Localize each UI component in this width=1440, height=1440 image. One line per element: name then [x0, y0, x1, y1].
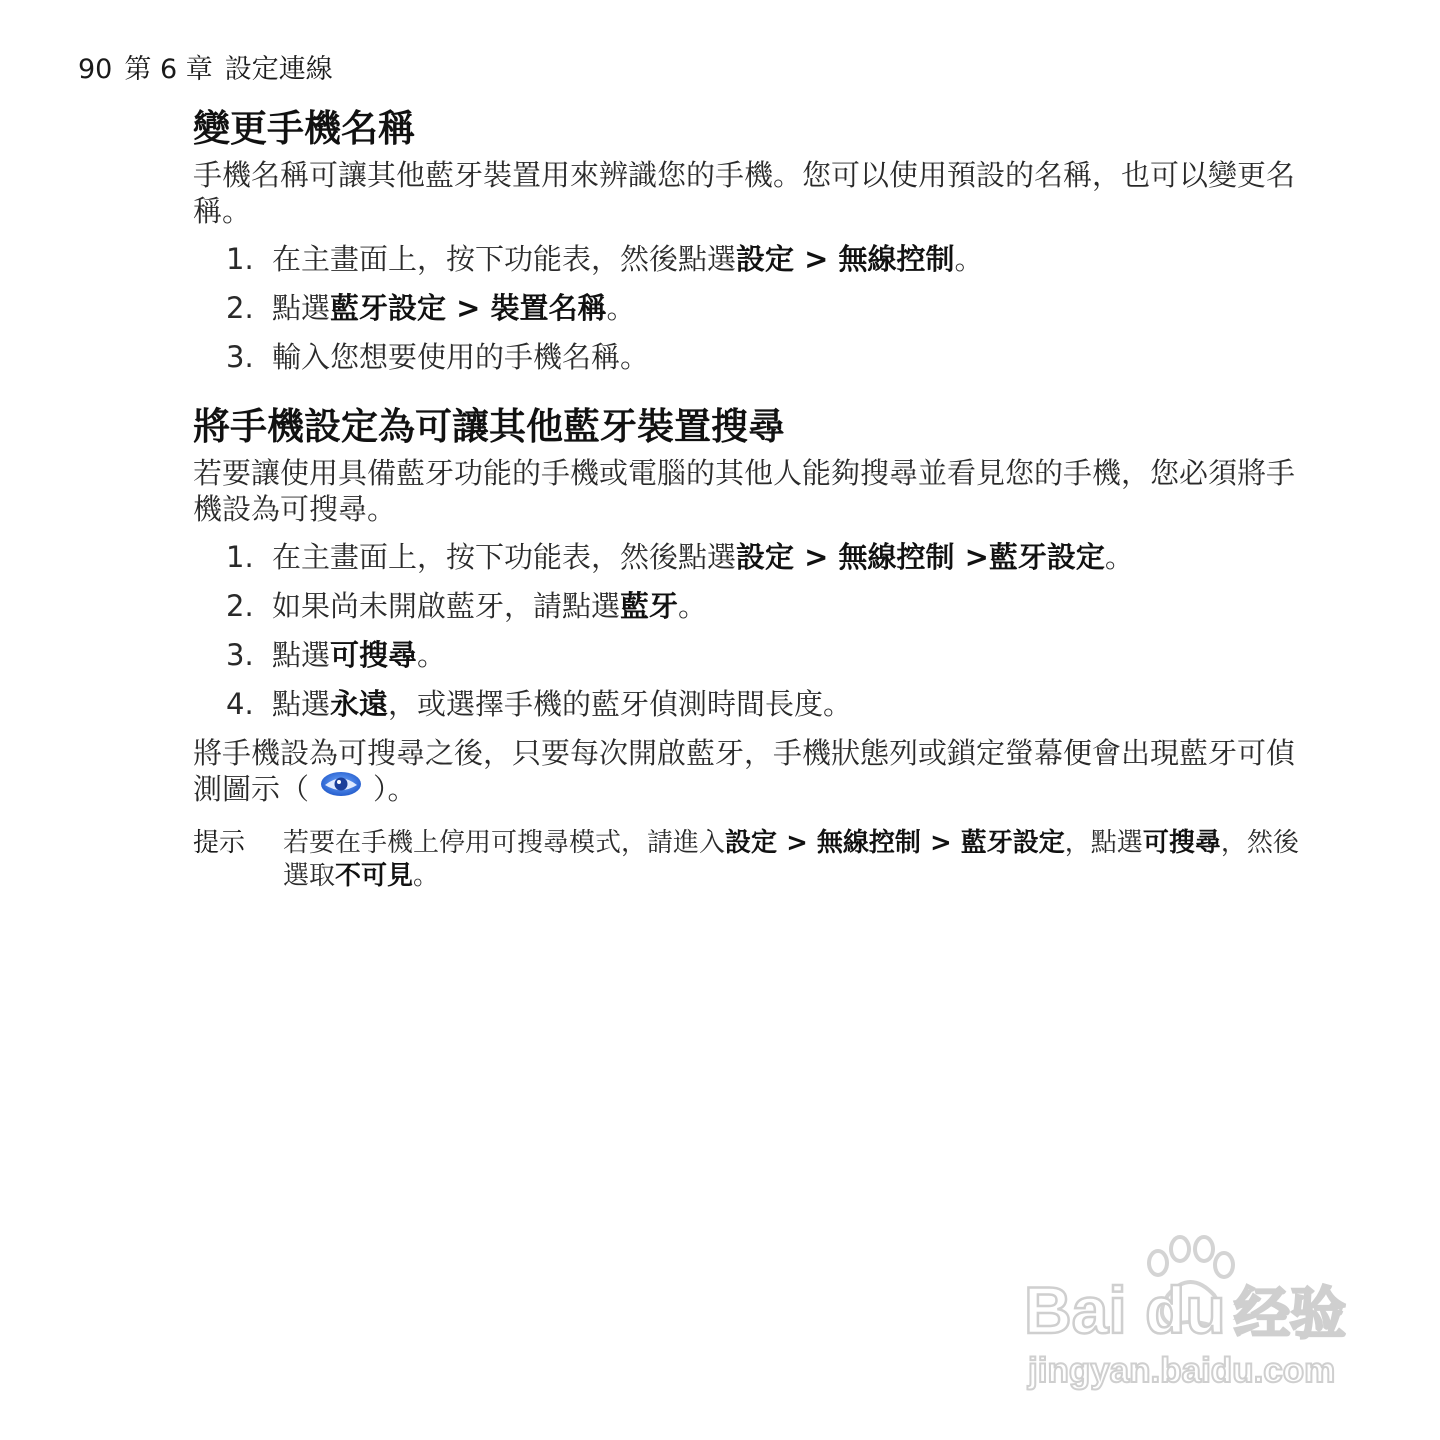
running-header	[78, 52, 333, 88]
page-number: 90	[78, 54, 113, 85]
menu-path: 永遠	[330, 687, 389, 721]
tip-label: 提示	[193, 828, 246, 858]
step-text: 在主畫面上，按下功能表，然後點選設定 > 無線控制。	[272, 242, 984, 276]
steps-change-name	[193, 241, 1305, 375]
page-content	[193, 104, 1305, 893]
menu-option: 不可見	[335, 861, 414, 891]
step-number: 2.	[226, 589, 254, 623]
watermark-brand: Bai du	[1024, 1273, 1226, 1347]
step-text: 在主畫面上，按下功能表，然後點選設定 > 無線控制 >藍牙設定。	[272, 540, 1134, 574]
step-number: 3.	[226, 638, 254, 672]
watermark-url: jingyan.baidu.com	[1028, 1351, 1336, 1390]
step-text: 點選永遠，或選擇手機的藍牙偵測時間長度。	[272, 687, 853, 721]
step-number: 1.	[226, 540, 254, 574]
bluetooth-discoverable-eye-icon	[319, 769, 363, 807]
menu-path: 藍牙	[620, 589, 679, 623]
menu-path: 可搜尋	[330, 638, 418, 672]
section-title-discoverable: 將手機設定為可讓其他藍牙裝置搜尋	[193, 405, 785, 448]
step-number: 4.	[226, 687, 254, 721]
list-item	[226, 539, 1305, 575]
chapter-number: 第 6 章	[124, 54, 213, 85]
section-discoverable	[193, 402, 1305, 807]
list-item	[226, 290, 1305, 326]
chapter-title: 設定連線	[224, 54, 333, 85]
discoverable-note: 將手機設為可搜尋之後，只要每次開啟藍牙，手機狀態列或鎖定螢幕便會出現藍牙可偵測圖示（ ）。	[193, 736, 1296, 806]
section-intro-discoverable: 若要讓使用具備藍牙功能的手機或電腦的其他人能夠搜尋並看見您的手機，您必須將手機設為可搜尋。	[193, 456, 1296, 526]
list-item	[226, 686, 1305, 722]
watermark-brand-cn: 经验	[1234, 1282, 1346, 1345]
tip-box	[193, 827, 1305, 893]
menu-option: 可搜尋	[1142, 828, 1221, 858]
list-item	[226, 637, 1305, 673]
step-text: 點選可搜尋。	[272, 638, 447, 672]
list-item	[226, 339, 1305, 375]
baidu-watermark	[1020, 1225, 1360, 1395]
menu-path: 設定 > 無線控制 >藍牙設定	[736, 540, 1105, 574]
step-number: 1.	[226, 242, 254, 276]
menu-path: 藍牙設定 > 裝置名稱	[330, 291, 607, 325]
baidu-paw-logo	[1020, 1225, 1360, 1395]
step-text: 點選藍牙設定 > 裝置名稱。	[272, 291, 636, 325]
menu-path: 設定 > 無線控制 > 藍牙設定	[725, 828, 1065, 858]
tip-text: 若要在手機上停用可搜尋模式，請進入設定 > 無線控制 > 藍牙設定，點選可搜尋，然後選取不可見。	[283, 828, 1299, 891]
list-item	[226, 588, 1305, 624]
step-number: 2.	[226, 291, 254, 325]
step-number: 3.	[226, 340, 254, 374]
step-text: 輸入您想要使用的手機名稱。	[272, 340, 650, 374]
list-item	[226, 241, 1305, 277]
section-title-change-name: 變更手機名稱	[193, 107, 415, 150]
menu-path: 設定 > 無線控制	[736, 242, 955, 276]
steps-discoverable	[193, 539, 1305, 722]
section-intro-change-name: 手機名稱可讓其他藍牙裝置用來辨識您的手機。您可以使用預設的名稱，也可以變更名稱。	[193, 158, 1296, 228]
step-text: 如果尚未開啟藍牙，請點選藍牙。	[272, 589, 708, 623]
